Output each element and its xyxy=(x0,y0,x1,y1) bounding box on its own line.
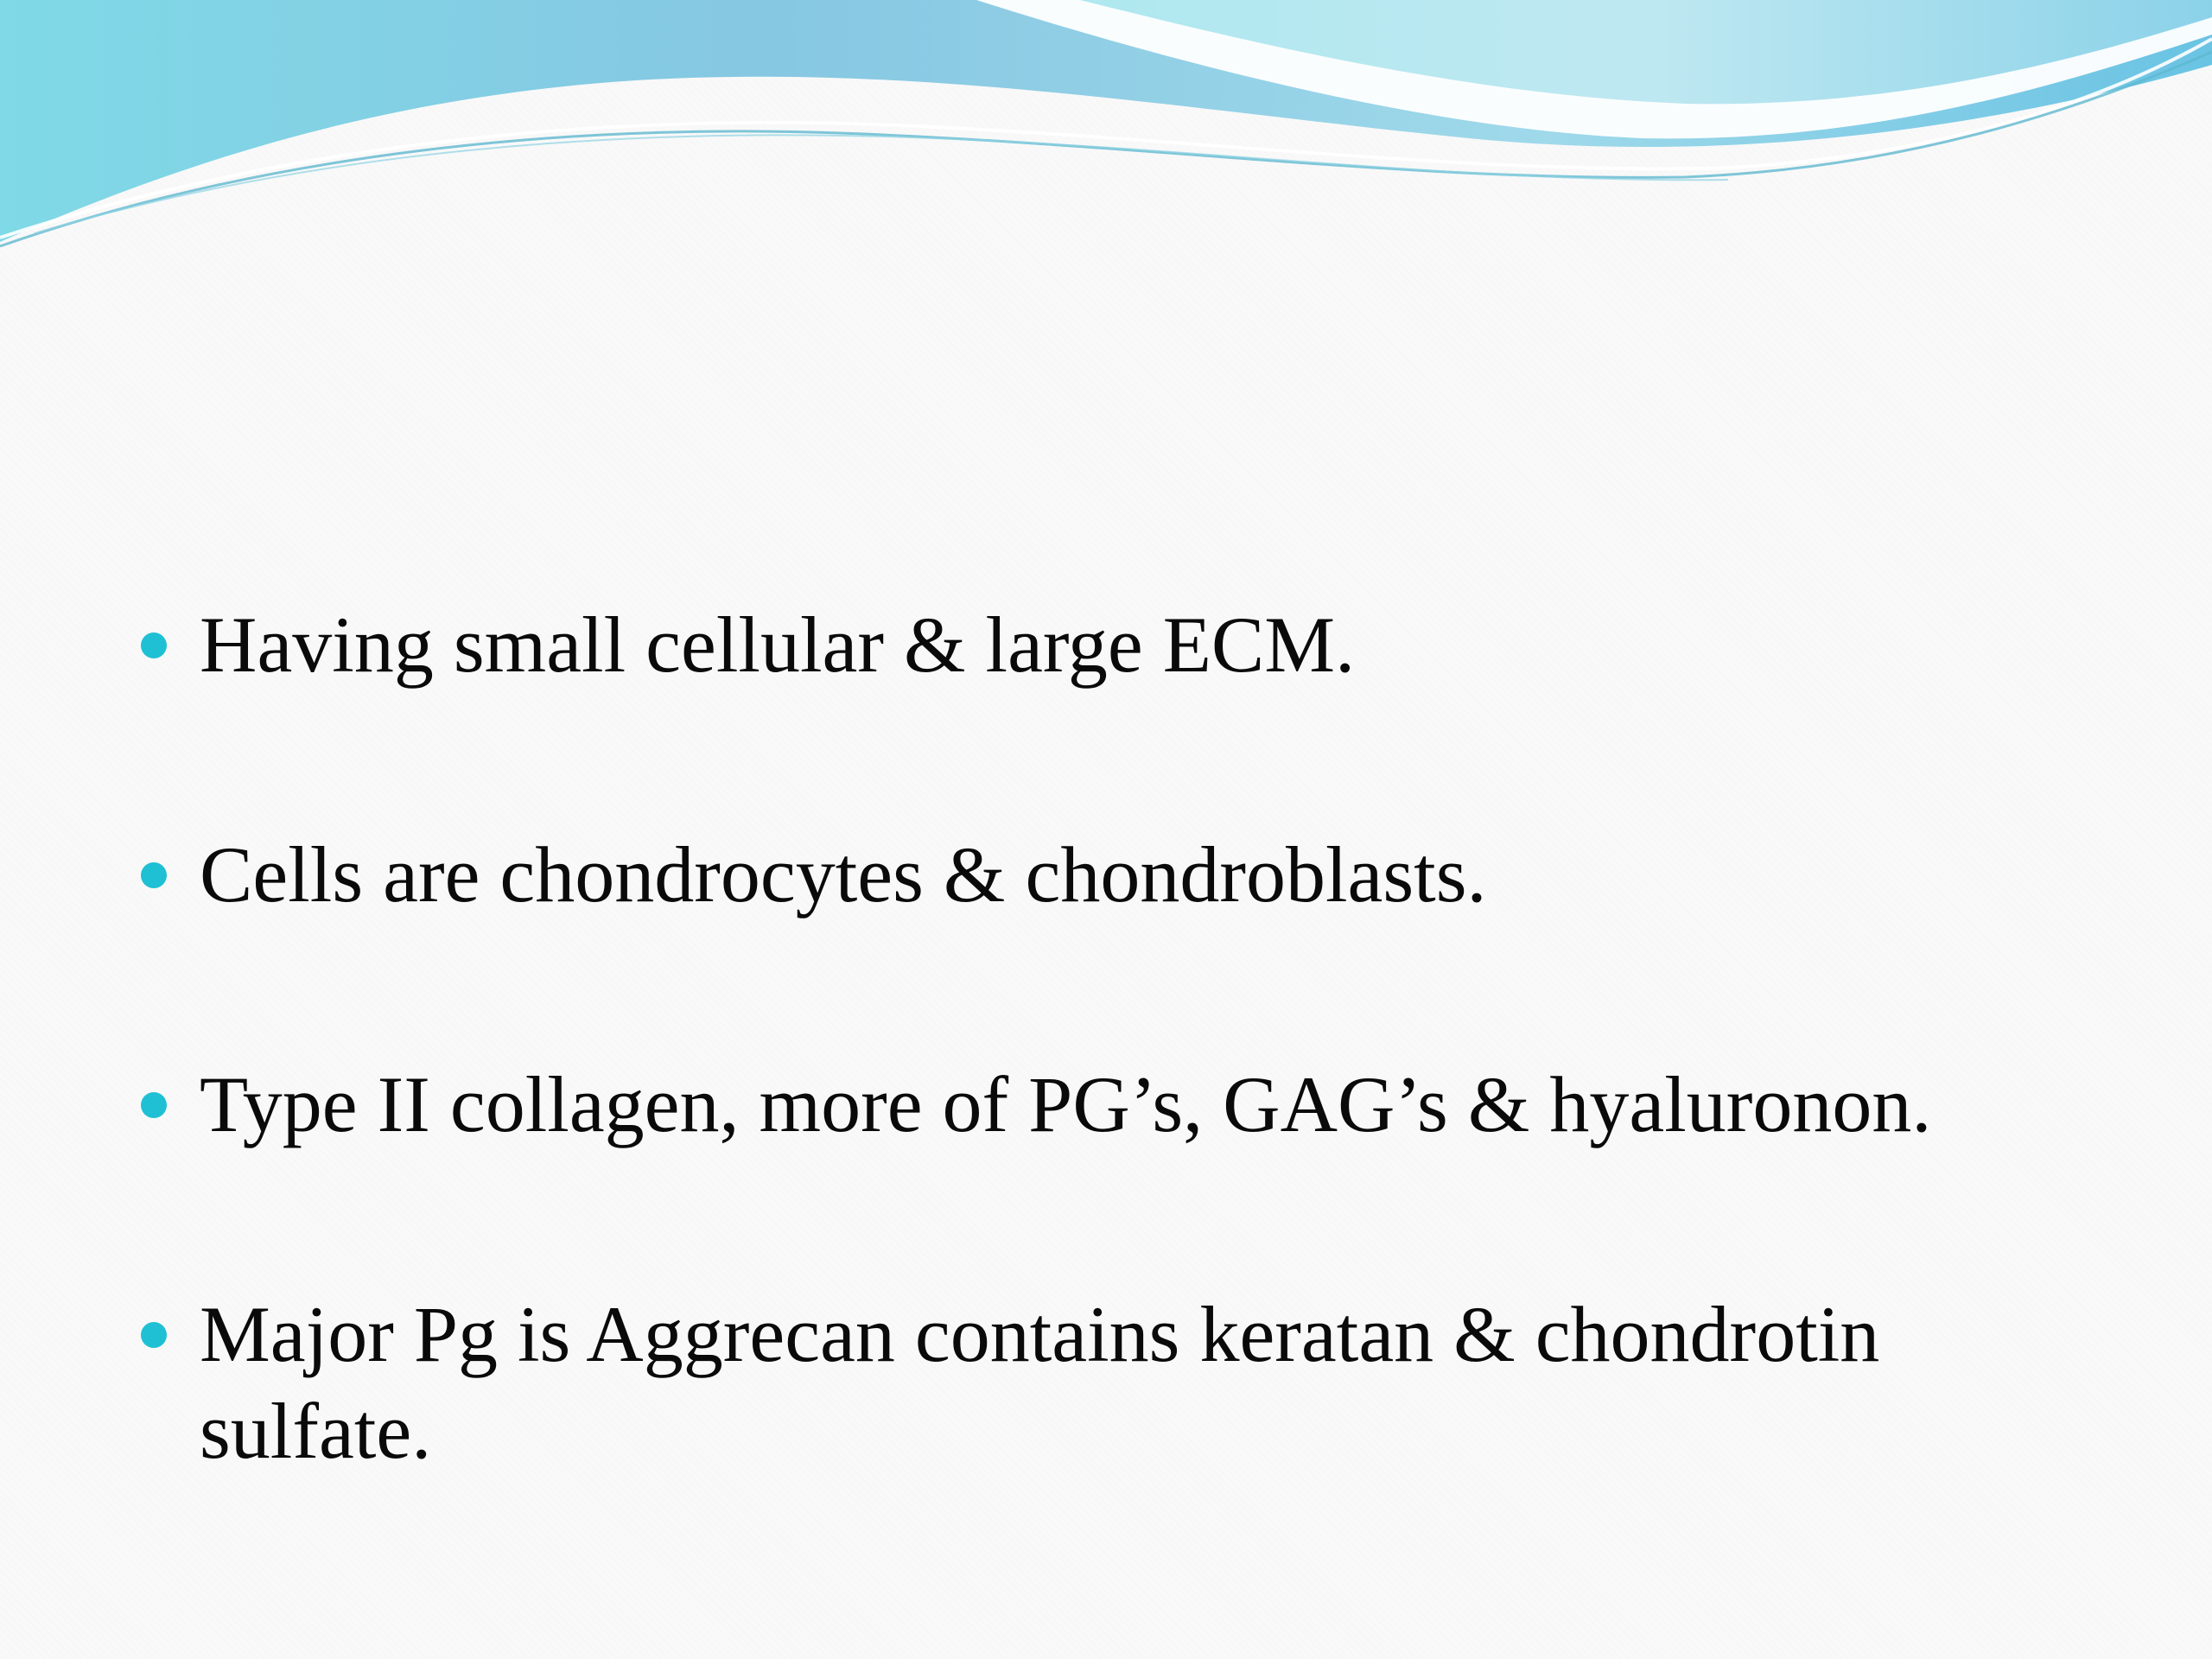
bullet-dot-icon xyxy=(141,1322,167,1348)
bullet-text: Cells are chondrocytes & chondroblasts. xyxy=(200,830,1487,918)
bullet-dot-icon xyxy=(141,632,167,658)
bullet-item xyxy=(141,826,2094,923)
bullet-dot-icon xyxy=(141,862,167,888)
bullet-item xyxy=(141,596,2094,693)
bullet-dot-icon xyxy=(141,1092,167,1118)
header-wave-decoration xyxy=(0,0,2212,276)
bullet-text: Major Pg is Aggrecan contains keratan & chondrotin sulfate. xyxy=(200,1290,1880,1475)
bullet-list xyxy=(141,596,2094,1479)
bullet-text: Type II collagen, more of PG’s, GAG’s & hyaluronon. xyxy=(200,1060,1932,1148)
bullet-item xyxy=(141,1056,2094,1153)
bullet-item xyxy=(141,1286,2094,1479)
bullet-text: Having small cellular & large ECM. xyxy=(200,601,1356,689)
